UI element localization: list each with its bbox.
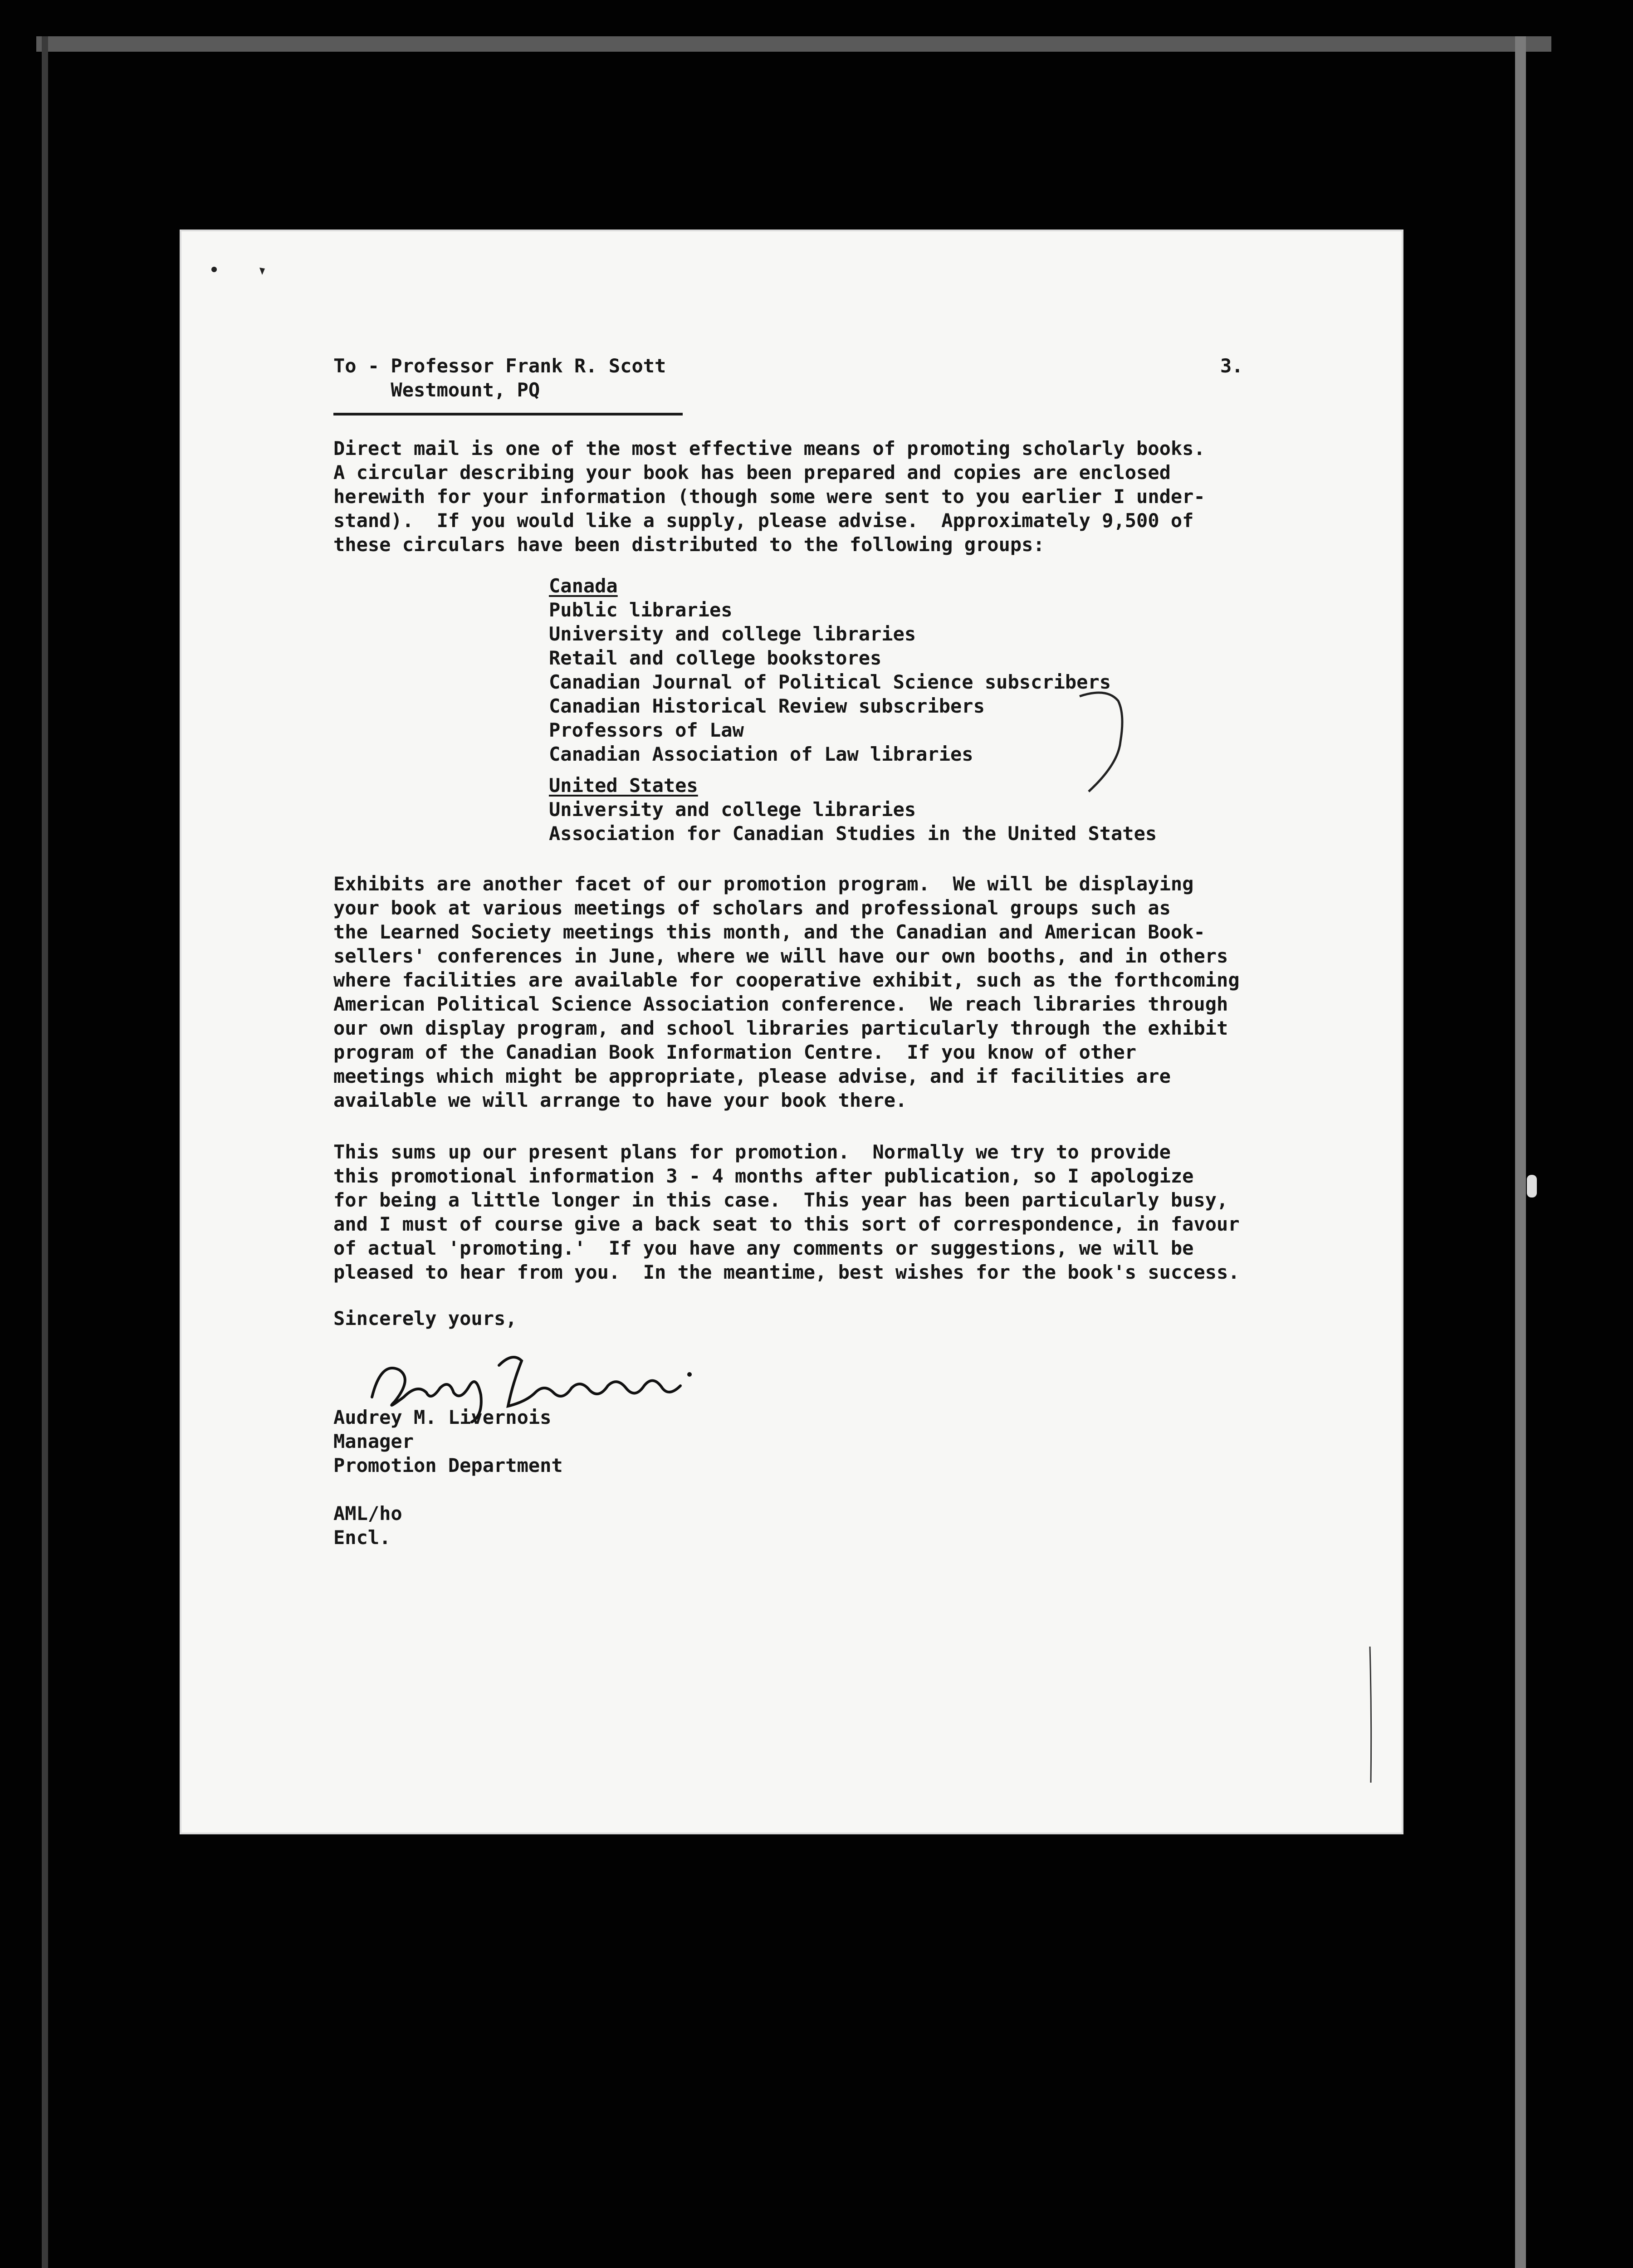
canada-heading: Canada <box>549 575 618 597</box>
pen-annotation-mark <box>1075 687 1143 801</box>
film-border-top <box>36 36 1551 52</box>
recipient-address: Westmount, PQ <box>333 379 540 401</box>
letter-page <box>181 231 1402 1833</box>
signer-block <box>333 1405 1390 1477</box>
reference-initials: AML/ho <box>333 1502 402 1525</box>
us-heading: United States <box>549 774 698 797</box>
signer-title: Manager <box>333 1430 414 1452</box>
film-side-notch <box>1527 1175 1537 1198</box>
canada-group-list <box>549 574 1320 766</box>
page-specks <box>209 249 272 277</box>
recipient-line: To - Professor Frank R. Scott <box>333 355 666 377</box>
paragraph-exhibits: Exhibits are another facet of our promotion program. We will be displaying your book at various meetings of scholars and professional groups such as the Learned Society meetings this month, and the Canadian and American Book- sellers' conferences in June, where we will have our own booths, and in others where facilities are available for cooperative exhibit, such as the forthcoming American Political Science Association conference. We reach libraries through our own display program, and school libraries particularly through the exhibit program of the Canadian Book Information Centre. If you know of other meetings which might be appropriate, please advise, and if facilities are available we will arrange to have your book there. <box>333 873 1240 1111</box>
closing-line: Sincerely yours, <box>333 1307 517 1330</box>
us-group-list <box>549 773 1320 846</box>
enclosure-note: Encl. <box>333 1526 391 1549</box>
signer-department: Promotion Department <box>333 1454 563 1476</box>
recipient-rule <box>333 413 683 415</box>
paragraph-summary: This sums up our present plans for promotion. Normally we try to provide this promotional information 3 - 4 months after publication, so I apologize for being a little longer in this case. This year has been particularly busy, and I must of course give a back seat to this sort of correspondence, in favour of actual 'promoting.' If you have any comments or suggestions, we will be pleased to hear from you. In the meantime, best wishes for the book's success. <box>333 1141 1240 1283</box>
reference-block <box>333 1501 1390 1549</box>
page-edge-mark <box>1365 1647 1379 1783</box>
paragraph-direct-mail: Direct mail is one of the most effective means of promoting scholarly books. A circular describing your book has been prepared and copies are enclosed herewith for your information (though some were sent to you earlier I under- stand). If you would like a supply, please advise. Approximately 9,500 of these circulars have been distributed to the following groups: <box>333 437 1205 556</box>
signer-name: Audrey M. Livernois <box>333 1406 552 1428</box>
film-border-left <box>42 36 48 2268</box>
page-number: 3. <box>1220 355 1243 377</box>
canada-groups: Public libraries University and college libraries Retail and college bookstores Canadian Journal of Political Science subscribers Canadian Historical Review subscribers Professors of Law Canadian Association of Law libraries <box>549 599 1111 765</box>
us-groups: University and college libraries Association for Canadian Studies in the United States <box>549 798 1157 845</box>
film-border-right <box>1515 36 1526 2268</box>
